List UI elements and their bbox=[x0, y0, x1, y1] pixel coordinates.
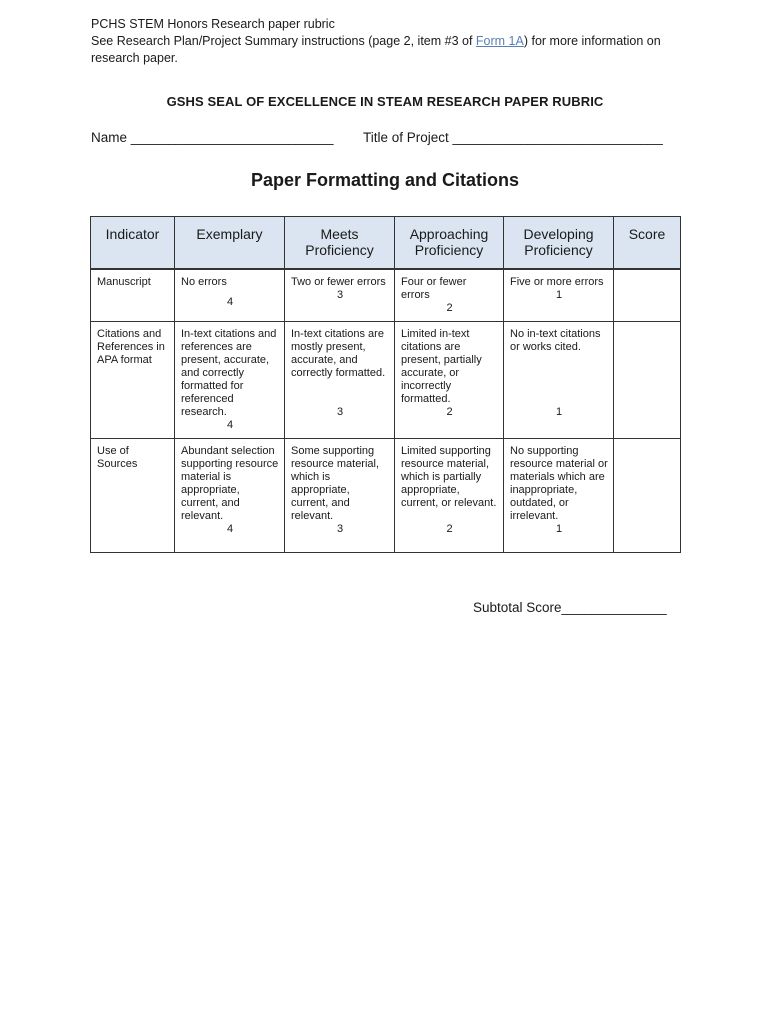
rubric-title: GSHS SEAL OF EXCELLENCE IN STEAM RESEARCH PAPER RUBRIC bbox=[166, 94, 604, 109]
cell-text: Four or fewer errors bbox=[401, 276, 467, 301]
rubric-cell bbox=[504, 322, 614, 439]
cell-text: Limited supporting resource material, which is partially appropriate, current, or relevant. bbox=[401, 445, 497, 509]
subtotal-score: Subtotal Score______________ bbox=[473, 600, 667, 615]
rubric-cell bbox=[395, 322, 504, 439]
table-row bbox=[91, 439, 681, 553]
cell-points: 4 bbox=[226, 523, 234, 535]
rubric-cell bbox=[504, 269, 614, 322]
table-row bbox=[91, 322, 681, 439]
cell-points: 2 bbox=[446, 302, 453, 314]
intro-block bbox=[91, 16, 691, 67]
header-indicator: Indicator bbox=[91, 217, 175, 270]
instructions-after: ) for more information on research paper. bbox=[91, 34, 661, 65]
score-cell[interactable] bbox=[614, 439, 681, 553]
rubric-cell bbox=[395, 269, 504, 322]
cell-points: 1 bbox=[555, 406, 563, 418]
header-score: Score bbox=[614, 217, 681, 270]
instructions-text bbox=[91, 33, 691, 67]
instructions-before: See Research Plan/Project Summary instructions (page 2, item #3 of bbox=[91, 34, 476, 48]
cell-points: 4 bbox=[226, 419, 234, 431]
cell-points: 3 bbox=[336, 523, 344, 535]
rubric-cell bbox=[175, 322, 285, 439]
rubric-cell bbox=[504, 439, 614, 553]
cell-text: No in-text citations or works cited. bbox=[510, 328, 601, 353]
rubric-cell bbox=[175, 439, 285, 553]
cell-points: 3 bbox=[336, 406, 344, 418]
header-approaching: Approaching Proficiency bbox=[395, 217, 504, 270]
cell-text: No supporting resource material or materials which are inappropriate, outdated, or irrelevant. bbox=[510, 445, 608, 522]
header-line: PCHS STEM Honors Research paper rubric bbox=[91, 17, 335, 31]
project-title-field: Title of Project ____________________________ bbox=[363, 130, 663, 145]
rubric-cell bbox=[285, 439, 395, 553]
rubric-cell bbox=[175, 269, 285, 322]
cell-text: Limited in-text citations are present, partially accurate, or incorrectly formatted. bbox=[401, 328, 482, 405]
header-exemplary: Exemplary bbox=[175, 217, 285, 270]
indicator-cell: Use of Sources bbox=[91, 439, 175, 553]
name-field: Name ___________________________ bbox=[91, 130, 334, 145]
cell-text: No errors bbox=[181, 276, 227, 288]
header-developing: Developing Proficiency bbox=[504, 217, 614, 270]
cell-text: Five or more errors bbox=[510, 276, 604, 288]
cell-points: 1 bbox=[555, 523, 563, 535]
section-title: Paper Formatting and Citations bbox=[250, 170, 520, 190]
cell-points: 2 bbox=[446, 523, 453, 535]
table-header-row bbox=[91, 217, 681, 270]
cell-text: In-text citations are mostly present, accurate, and correctly formatted. bbox=[291, 328, 386, 379]
header-meets: Meets Proficiency bbox=[285, 217, 395, 270]
indicator-cell: Manuscript bbox=[91, 269, 175, 322]
indicator-cell: Citations and References in APA format bbox=[91, 322, 175, 439]
score-cell[interactable] bbox=[614, 269, 681, 322]
cell-text: In-text citations and references are present, accurate, and correctly formatted for referenced research. bbox=[181, 328, 277, 418]
cell-points: 3 bbox=[336, 289, 344, 301]
rubric-cell bbox=[285, 322, 395, 439]
rubric-cell bbox=[395, 439, 504, 553]
table-row bbox=[91, 269, 681, 322]
rubric-table bbox=[90, 216, 681, 553]
cell-points: 2 bbox=[446, 406, 453, 418]
cell-text: Two or fewer errors bbox=[291, 276, 386, 288]
form-1a-link[interactable]: Form 1A bbox=[475, 34, 524, 48]
cell-points: 1 bbox=[555, 289, 563, 301]
cell-points: 4 bbox=[226, 296, 234, 308]
cell-text: Abundant selection supporting resource material is appropriate, current, and relevant. bbox=[181, 445, 279, 522]
score-cell[interactable] bbox=[614, 322, 681, 439]
cell-text: Some supporting resource material, which is appropriate, current, and relevant. bbox=[291, 445, 380, 522]
rubric-cell bbox=[285, 269, 395, 322]
